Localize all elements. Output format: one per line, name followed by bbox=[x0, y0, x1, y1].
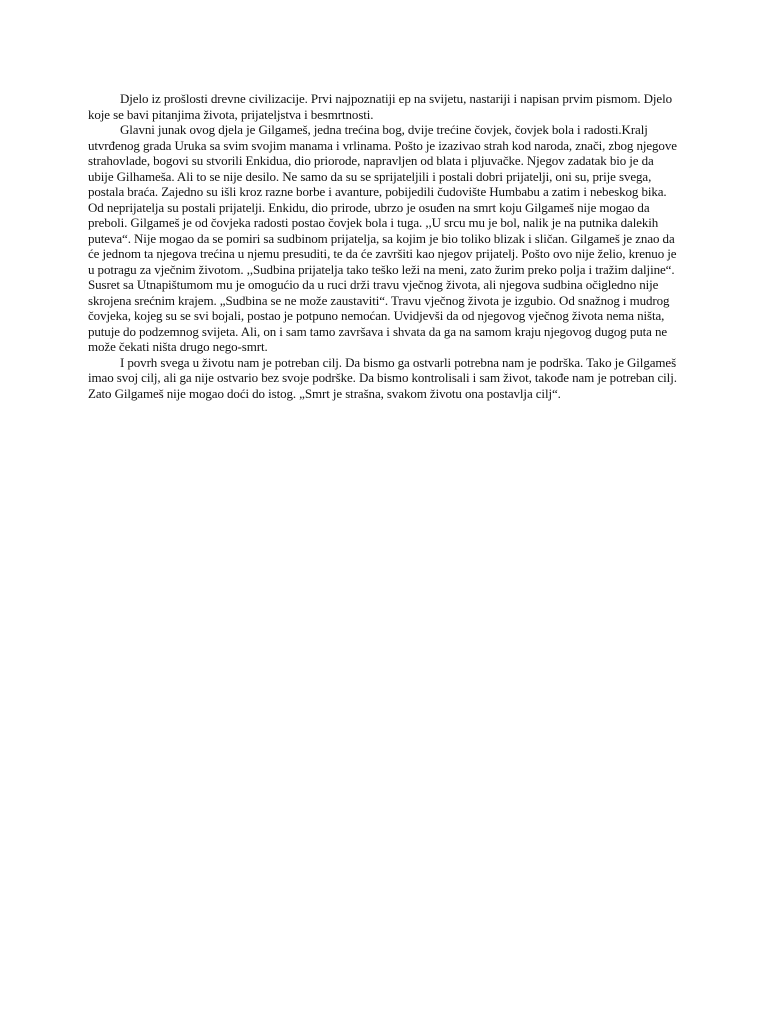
paragraph-conclusion: I povrh svega u životu nam je potreban cilj. Da bismo ga ostvarli potrebna nam je podrška. Tako je Gilgameš imao svoj cilj, ali ga nije ostvario bez svoje podrške. Da bismo kontrolisali i sam život, takođe nam je potreban cilj. Zato Gilgameš nije mogao doći do istog. „Smrt je strašna, svakom životu ona postavlja cilj“. bbox=[88, 354, 677, 401]
paragraph-main: Glavni junak ovog djela je Gilgameš, jedna trećina bog, dvije trećine čovjek, čovjek bola i radosti.Kralj utvrđenog grada Uruka sa svim svojim manama i vrlinama. Pošto je izazivao strah kod naroda, znači, zbog njegove strahovlade, bogovi su stvorili Enkidua, dio priorode, napravljen od blata i pljuvačke. Njegov zadatak bio je da ubije Gilhameša. Ali to se nije desilo. Ne samo da su se sprijateljili i postali dobri prijatelji, oni su, prije svega, postala braća. Zajedno su išli kroz razne borbe i avanture, pobijedili čudovište Humbabu a zatim i nebeskog bika. Od neprijatelja su postali prijatelji. Enkidu, dio prirode, ubrzo je osuđen na smrt koju Gilgameš nije mogao da preboli. Gilgameš je od čovjeka radosti postao čovjek bola i tuga. ,,U srcu mu je bol, nalik je na putnika dalekih puteva“. Nije mogao da se pomiri sa sudbinom prijatelja, sa kojim je bio toliko blizak i sličan. Gilgameš je znao da će jednom ta njegova trećina u njemu presuditi, te da će završiti kao njegov prijatelj. Pošto ovo nije želio, krenuo je u potragu za vječnim životom. ,,Sudbina prijatelja tako teško leži na meni, zato žurim preko polja i tražim daljine“. Susret sa Utnapištumom mu je omogućio da u ruci drži travu vječnog života, ali njegova sudbina očigledno nije skrojena srećnim krajem. „Sudbina se ne može zaustaviti“. Travu vječnog života je izgubio. Od snažnog i mudrog čovjeka, kojeg su se svi bojali, postao je potpuno nemoćan. Uvidjevši da od njegovog vječnog života nema ništa, putuje do podzemnog svijeta. Ali, on i sam tamo završava i shvata da ga na samom kraju njegovog dugog puta ne može čekati ništa drugo nego-smrt. bbox=[88, 122, 677, 354]
paragraph-intro: Djelo iz prošlosti drevne civilizacije. Prvi najpoznatiji ep na svijetu, nastariji i napisan prvim pismom. Djelo koje se bavi pitanjima života, prijateljstva i besmrtnosti. bbox=[88, 91, 673, 122]
document-page bbox=[88, 91, 680, 401]
